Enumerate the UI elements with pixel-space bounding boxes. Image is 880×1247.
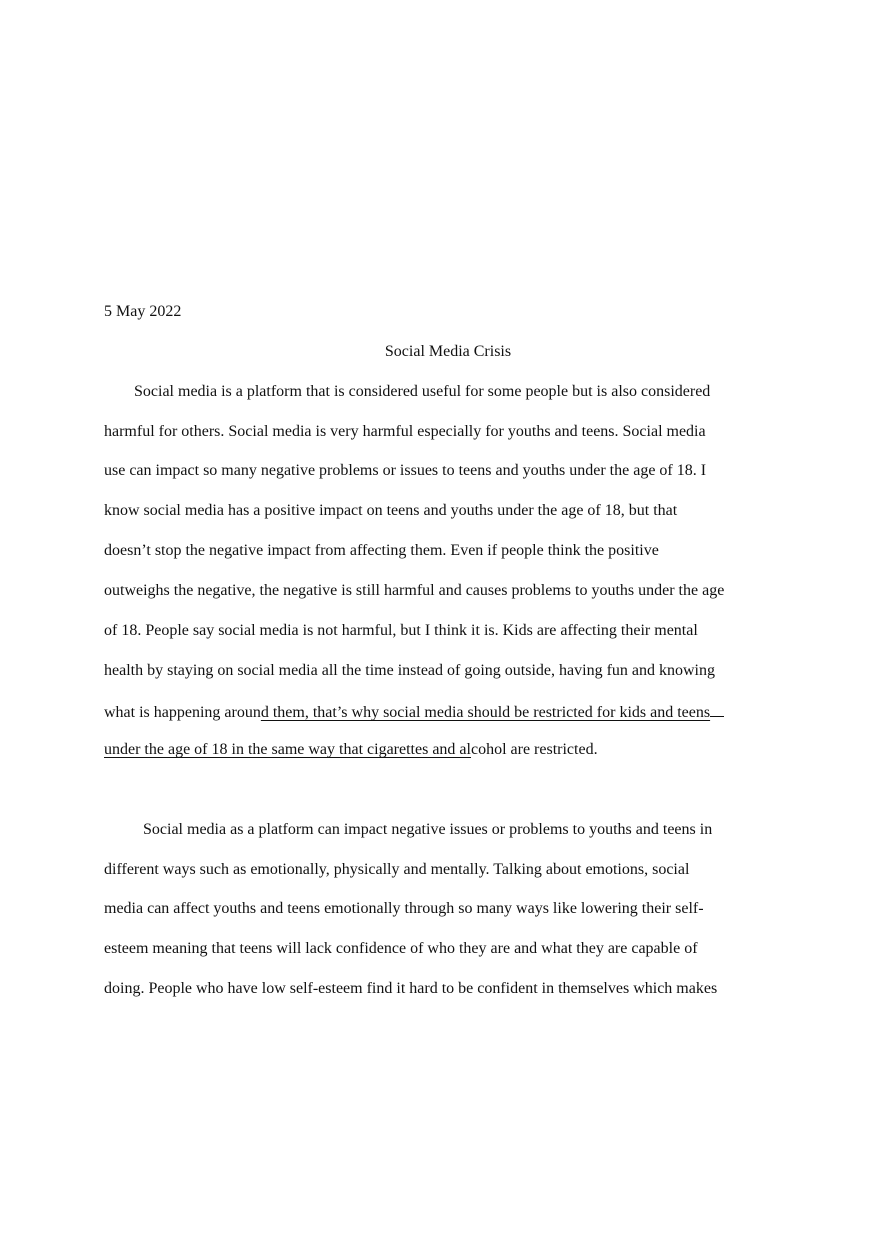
line-9-plain-text: what is happening aroun <box>104 704 261 721</box>
paragraph-1-line-3: use can impact so many negative problems or issues to teens and youths under the age of 18. I <box>104 462 707 479</box>
paragraph-1-line-10 <box>104 740 598 760</box>
paragraph-1-line-2: harmful for others. Social media is very harmful especially for youths and teens. Social media <box>104 423 706 440</box>
document-title: Social Media Crisis <box>384 343 512 360</box>
underline-trail <box>710 701 724 717</box>
paragraph-2-line-2: different ways such as emotionally, physically and mentally. Talking about emotions, social <box>104 861 690 878</box>
paragraph-1-line-5: doesn’t stop the negative impact from affecting them. Even if people think the positive <box>104 542 659 559</box>
paragraph-1-line-1: Social media is a platform that is considered useful for some people but is also considered <box>134 383 711 400</box>
paragraph-2-line-5: doing. People who have low self-esteem find it hard to be confident in themselves which makes <box>104 980 718 997</box>
document-date: 5 May 2022 <box>104 303 182 320</box>
line-9-underlined-text: d them, that’s why social media should be restricted for kids and teens <box>260 704 711 721</box>
paragraph-1-line-8: health by staying on social media all the time instead of going outside, having fun and knowing <box>104 662 715 679</box>
paragraph-2-line-1: Social media as a platform can impact negative issues or problems to youths and teens in <box>143 821 713 838</box>
line-10-underlined-text: under the age of 18 in the same way that cigarettes and al <box>104 741 471 758</box>
paragraph-1-line-4: know social media has a positive impact on teens and youths under the age of 18, but that <box>104 502 678 519</box>
line-10-plain-text: cohol are restricted. <box>470 741 598 758</box>
paragraph-2-line-3: media can affect youths and teens emotionally through so many ways like lowering their self- <box>104 900 704 917</box>
paragraph-1-line-7: of 18. People say social media is not harmful, but I think it is. Kids are affecting their mental <box>104 622 698 639</box>
paragraph-2-line-4: esteem meaning that teens will lack confidence of who they are and what they are capable of <box>104 940 698 957</box>
paragraph-1-line-6: outweighs the negative, the negative is still harmful and causes problems to youths under the age <box>104 582 725 599</box>
paragraph-1-line-9 <box>104 701 724 723</box>
